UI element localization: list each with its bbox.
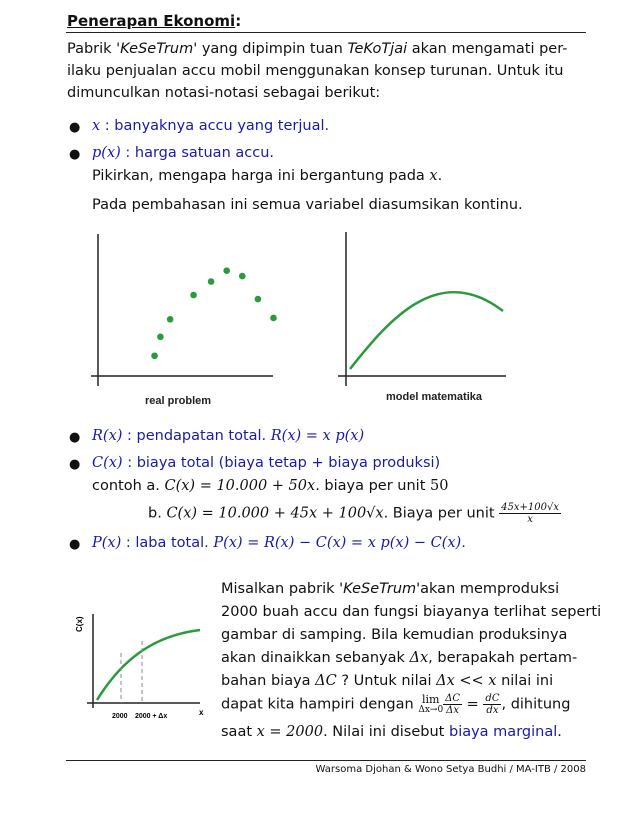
intro-line-3: dimunculkan notasi-notasi sebagai berikut: [67, 85, 381, 101]
continuity-note: Pada pembahasan ini semua variabel diasumsikan kontinu. [92, 197, 523, 213]
bullet-dot: ● [69, 147, 81, 162]
marginal-cost-paragraph [221, 578, 602, 744]
tick-2000: 2000 [112, 713, 128, 720]
intro-paragraph [67, 38, 587, 104]
scatter-point [223, 267, 230, 274]
bullet-dot: ● [69, 457, 81, 472]
scatter-points [151, 267, 277, 359]
rp-line-2: 2000 buah accu dan fungsi biayanya terlihat seperti [221, 604, 602, 620]
section-heading [67, 12, 241, 30]
model-axes [338, 232, 506, 386]
y-axis-label: C(x) [75, 616, 84, 632]
bullet-profit: P(x) : laba total. P(x) = R(x) − C(x) = x p(x) − C(x). [92, 535, 466, 551]
bullet-dot: ● [69, 537, 81, 552]
footer-credit: Warsoma Djohan & Wono Setya Budhi / MA-ITB / 2008 [315, 764, 586, 775]
rp-line-3: gambar di samping. Bila kemudian produksinya [221, 627, 568, 643]
rp-line-6: dapat kita hampiri dengan lim Δx→0 $\frac{\Delta C}{\Delta x}$ = $\frac{dC}{dx}$ , dihitung [221, 692, 571, 716]
real-problem-axes [91, 234, 273, 386]
heading-colon: : [235, 12, 242, 30]
intro-line-2: ilaku penjualan accu mobil menggunakan konsep turunan. Untuk itu [67, 63, 564, 79]
tick-2000-dx: 2000 + Δx [135, 713, 168, 720]
scatter-point [255, 296, 262, 303]
unit-cost-fraction: $\frac{45x+100√x}{x}$ [501, 502, 559, 525]
scatter-point [190, 292, 197, 299]
bullet-px-note: Pikirkan, mengapa harga ini bergantung pada x. [92, 168, 443, 184]
scatter-point [208, 278, 215, 285]
bullet-cost: C(x) : biaya total (biaya tetap + biaya produksi) [92, 455, 441, 471]
figure-cost-curve [75, 608, 215, 728]
figure-price-models [88, 226, 508, 416]
bottom-rule [66, 760, 586, 761]
heading-text: Penerapan Ekonomi [67, 12, 236, 30]
bullet-revenue: R(x) : pendapatan total. R(x) = x p(x) [92, 428, 365, 444]
bullet-x: x : banyaknya accu yang terjual. [92, 118, 330, 134]
model-curve [350, 292, 503, 369]
rp-line-4: akan dinaikkan sebanyak Δx, berapakah pertam- [221, 650, 578, 666]
rp-line-5: bahan biaya ΔC ? Untuk nilai Δx << x nilai ini [221, 673, 554, 689]
example-a: contoh a. C(x) = 10.000 + 50x. biaya per unit 50 [92, 478, 449, 494]
intro-line-1: Pabrik 'KeSeTrum' yang dipimpin tuan TeKoTjai akan mengamati per- [67, 41, 568, 57]
top-rule [66, 32, 586, 33]
x-axis-label: x [199, 708, 204, 717]
bullet-px: p(x) : harga satuan accu. [92, 145, 274, 161]
limit-operator: lim Δx→0 [418, 692, 444, 715]
scatter-point [151, 352, 158, 359]
rp-line-1: Misalkan pabrik 'KeSeTrum'akan memproduksi [221, 581, 560, 597]
scatter-point [157, 334, 164, 341]
real-problem-caption: real problem [145, 395, 212, 407]
example-b: b. C(x) = 10.000 + 45x + 100√x. Biaya per unit $\frac{45x+100√x}{x}$ [148, 502, 559, 525]
scatter-point [270, 315, 277, 322]
bullet-dot: ● [69, 430, 81, 445]
model-caption: model matematika [386, 391, 482, 403]
scatter-point [167, 316, 174, 323]
scatter-point [239, 273, 246, 280]
rp-line-7: saat x = 2000. Nilai ini disebut biaya marginal. [221, 724, 562, 740]
bullet-dot: ● [69, 120, 81, 135]
cost-curve [97, 630, 200, 700]
